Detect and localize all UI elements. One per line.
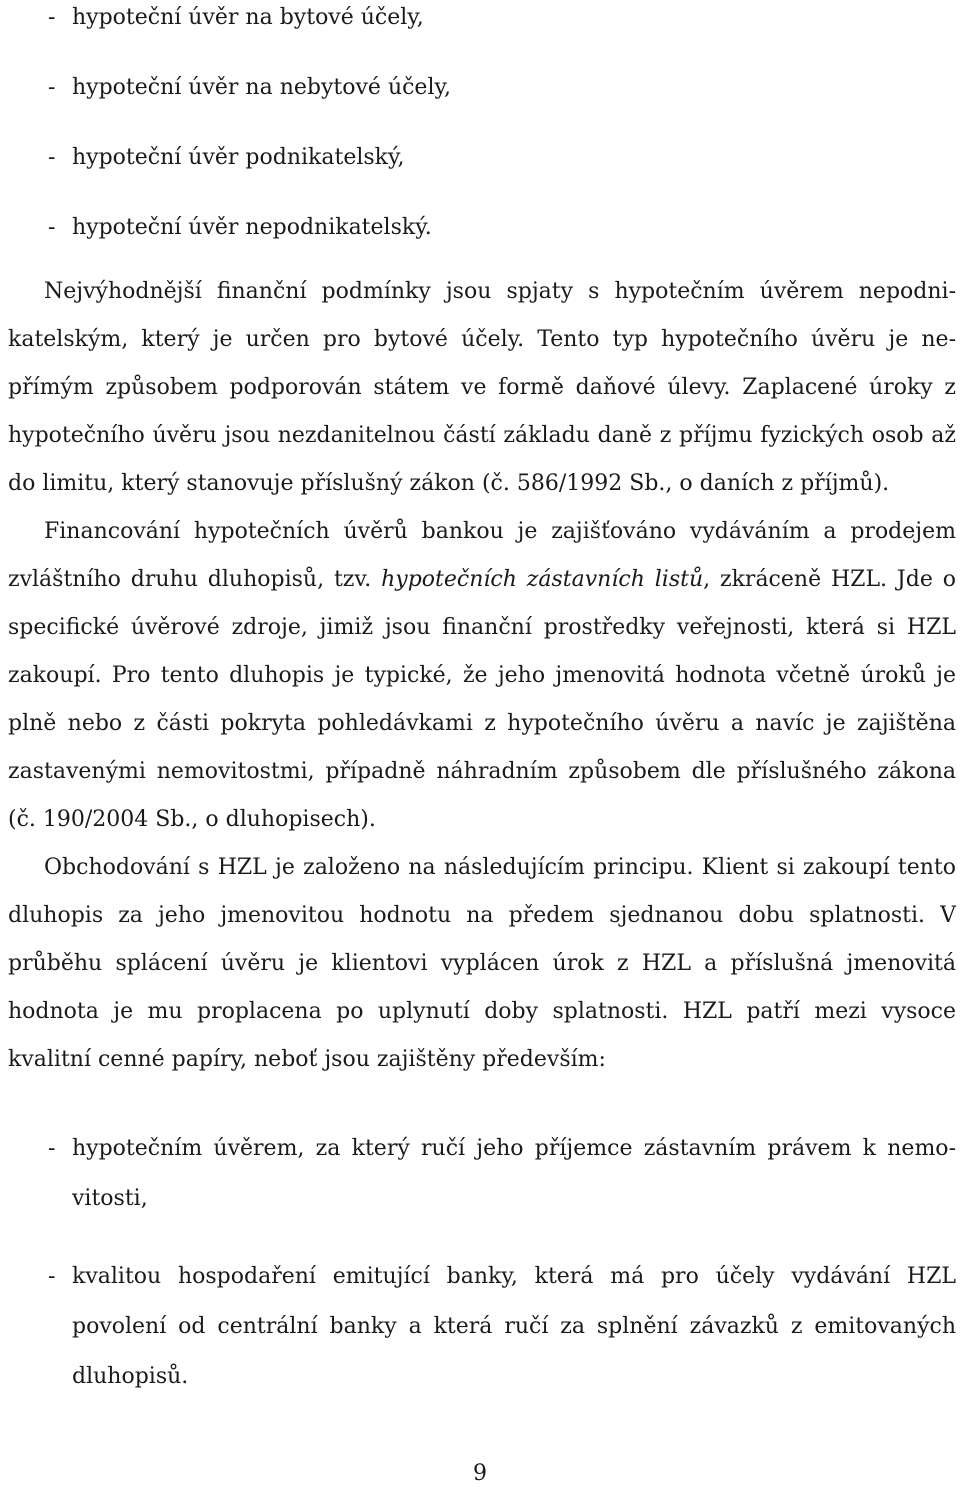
list-item-text: hypotečním úvěrem, za který ručí jeho příjemce zástavním právem k nemovitosti, [72,1136,956,1211]
list-item [8,0,956,42]
document-page [8,0,956,1402]
list-item [8,134,956,182]
emphasized-term: hypotečních zástavních listů [381,567,704,592]
paragraph-hzl-financing [8,508,956,844]
hzl-security-list [8,1124,956,1402]
paragraph-hzl-trading [8,844,956,1084]
list-dash: - [48,215,56,240]
list-item-text: hypoteční úvěr na bytové účely, [72,5,424,30]
page-number: 9 [473,1461,487,1486]
list-item [8,204,956,252]
list-dash: - [48,1136,56,1161]
list-dash: - [48,1264,56,1289]
paragraph-text: Obchodování s HZL je založeno na následujícím principu. Klient si zakoupí tento dluhopis za jeho jmenovitou hodnotu na předem sjednanou dobu splatnosti. V průběhu splácení úvěru je klientovi vyplácen úrok z HZL a příslušná jmenovitá hodnota je mu proplacena po uplynutí doby splatnosti. HZL patří mezi vysoce kvalitní cenné papíry, neboť jsou zajištěny především: [8,855,956,1072]
paragraph-tax-relief [8,268,956,508]
list-dash: - [48,75,56,100]
paragraph-text-after-emphasis: , zkráceně HZL. Jde o specifické úvěrové zdroje, jimiž jsou finanční prostředky veřejnosti, která si HZL zakoupí. Pro tento dluhopis je typické, že jeho jmenovitá hodnota včetně úroků je plně nebo z části pokryta pohledávkami z hypotečního úvěru a navíc je zajištěna zastavenými nemovitostmi, případně náhradním způsobem dle příslušného zákona (č. 190/2004 Sb., o dluhopisech). [8,567,956,832]
list-item-text: hypoteční úvěr na nebytové účely, [72,75,451,100]
list-item [8,64,956,112]
list-item [8,1124,956,1224]
list-item-text: kvalitou hospodaření emitující banky, která má pro účely vydávání HZL povolení od centrální banky a která ručí za splnění závazků z emitovaných dluhopisů. [72,1264,956,1389]
paragraph-text-before-emphasis: Financování hypotečních úvěrů bankou je zajišťováno vydáváním a prodejem zvláštního druhu dluhopisů, tzv. [8,519,956,592]
list-dash: - [48,5,56,30]
list-dash: - [48,145,56,170]
paragraph-text: Nejvýhodnější finanční podmínky jsou spjaty s hypotečním úvěrem nepodnikatelským, který je určen pro bytové účely. Tento typ hypotečního úvěru je nepřímým způsobem podporován státem ve formě daňové úlevy. Zaplacené úroky z hypotečního úvěru jsou nezdanitelnou částí základu daně z příjmu fyzických osob až do limitu, který stanovuje příslušný zákon (č. 586/1992 Sb., o daních z příjmů). [8,279,956,496]
list-item [8,1252,956,1402]
loan-types-list [8,0,956,252]
list-item-text: hypoteční úvěr podnikatelský, [72,145,405,170]
list-item-text: hypoteční úvěr nepodnikatelský. [72,215,432,240]
